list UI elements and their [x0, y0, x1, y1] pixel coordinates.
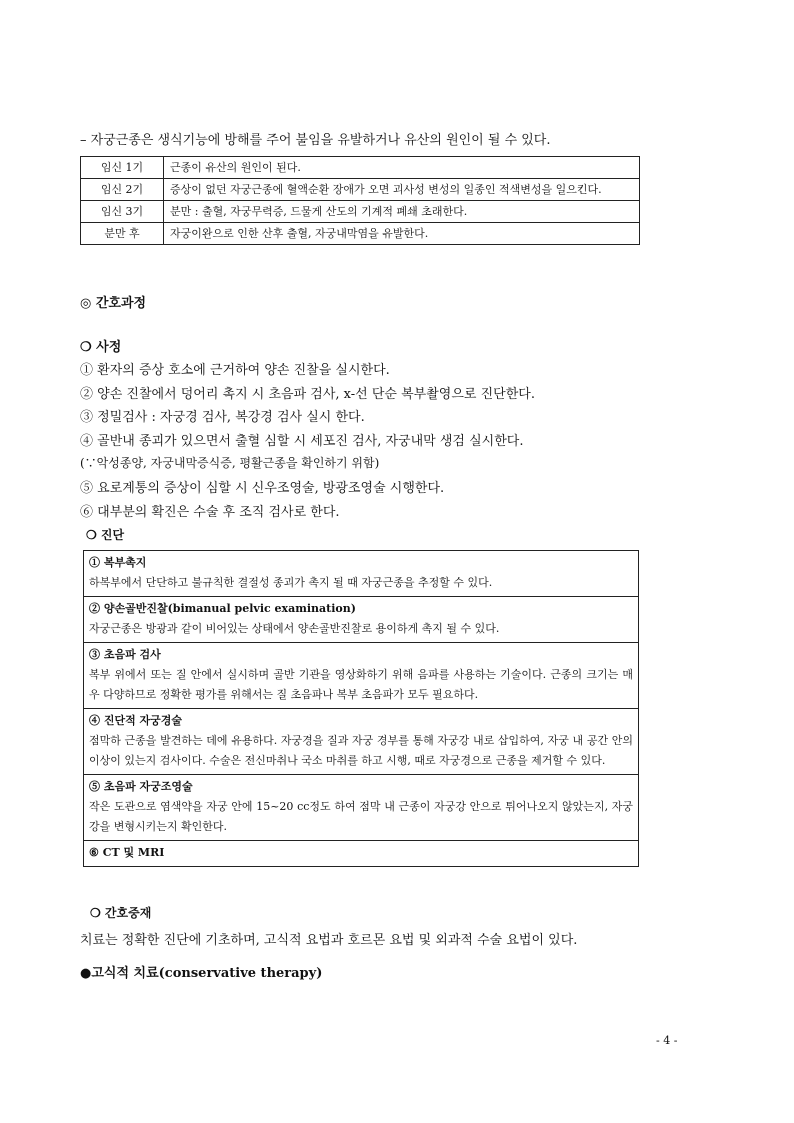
diagnosis-body: 복부 위에서 또는 질 안에서 실시하며 골반 기관을 영상화하기 위해 음파를 사용하는 기술이다. 근종의 크기는 매우 다양하므로 정확한 평가를 위해서는 질 초음파나 복부 초음파가 모두 필요하다. [89, 668, 633, 701]
assessment-title: ❍ 사정 [80, 340, 122, 355]
diagnosis-item [84, 597, 638, 643]
stage-cell: 임신 1기 [81, 157, 164, 179]
list-item: ③ 정밀검사 : 자궁경 검사, 복강경 검사 실시 한다. [80, 410, 365, 425]
diagnosis-table [83, 550, 639, 867]
diagnosis-title: ❍ 진단 [86, 528, 125, 542]
list-item: ⑤ 요로계통의 증상이 심할 시 신우조영술, 방광조영술 시행한다. [80, 481, 445, 496]
intro-line: – 자궁근종은 생식기능에 방해를 주어 불임을 유발하거나 유산의 원인이 될 수 있다. [80, 133, 551, 148]
diagnosis-item [84, 841, 638, 866]
stage-cell: 분만 후 [81, 223, 164, 245]
list-item: ④ 골반내 종괴가 있으면서 출혈 심할 시 세포진 검사, 자궁내막 생검 실시한다. [80, 434, 524, 449]
diagnosis-head: ⑥ CT 및 MRI [89, 846, 165, 859]
table-row [81, 201, 640, 223]
section-nursing: ◎ 간호과정 [80, 296, 147, 311]
diagnosis-head: ④ 진단적 자궁경술 [89, 714, 183, 727]
diagnosis-item [84, 709, 638, 775]
desc-cell: 근종이 유산의 원인이 된다. [164, 157, 640, 179]
desc-cell: 분만 : 출혈, 자궁무력증, 드물게 산도의 기계적 폐쇄 초래한다. [164, 201, 640, 223]
diagnosis-head: ③ 초음파 검사 [89, 648, 161, 661]
list-item: ① 환자의 증상 호소에 근거하여 양손 진찰을 실시한다. [80, 363, 390, 378]
diagnosis-body: 작은 도관으로 염색약을 자궁 안에 15~20 cc정도 하여 점막 내 근종이 자궁강 안으로 튀어나오지 않았는지, 자궁강을 변형시키는지 확인한다. [89, 800, 633, 833]
page-number: - 4 - [656, 1034, 678, 1047]
diagnosis-head: ⑤ 초음파 자궁조영술 [89, 780, 193, 793]
table-row [81, 157, 640, 179]
diagnosis-item [84, 775, 638, 841]
diagnosis-body: 하복부에서 단단하고 불규칙한 결절성 종괴가 촉지 될 때 자궁근종을 추정할 수 있다. [89, 576, 493, 589]
stage-cell: 임신 3기 [81, 201, 164, 223]
diagnosis-body: 자궁근종은 방광과 같이 비어있는 상태에서 양손골반진찰로 용이하게 촉지 될 수 있다. [89, 622, 500, 635]
table-row [81, 223, 640, 245]
desc-cell: 증상이 없던 자궁근종에 혈액순환 장애가 오면 괴사성 변성의 일종인 적색변성을 일으킨다. [164, 179, 640, 201]
intervention-title: ❍ 간호중재 [90, 906, 152, 920]
diagnosis-head: ① 복부촉지 [89, 556, 147, 569]
conservative-title: ●고식적 치료(conservative therapy) [80, 966, 323, 981]
diagnosis-head: ② 양손골반진찰(bimanual pelvic examination) [89, 602, 356, 615]
stage-cell: 임신 2기 [81, 179, 164, 201]
diagnosis-body: 점막하 근종을 발견하는 데에 유용하다. 자궁경을 질과 자궁 경부를 통해 자궁강 내로 삽입하여, 자궁 내 공간 안의 이상이 있는지 검사이다. 수술은 전신마취나 국소 마취를 하고 시행, 때로 자궁경으로 근종을 제거할 수 있다. [89, 734, 633, 767]
list-item: ② 양손 진찰에서 덩어리 촉지 시 초음파 검사, x-선 단순 복부촬영으로 진단한다. [80, 387, 535, 402]
desc-cell: 자궁이완으로 인한 산후 출혈, 자궁내막염을 유발한다. [164, 223, 640, 245]
diagnosis-item [84, 643, 638, 709]
list-item: (∵악성종양, 자궁내막증식증, 평활근종을 확인하기 위함) [80, 456, 380, 470]
table-row [81, 179, 640, 201]
pregnancy-table [80, 156, 640, 245]
list-item: ⑥ 대부분의 확진은 수술 후 조직 검사로 한다. [80, 505, 340, 520]
intervention-text: 치료는 정확한 진단에 기초하며, 고식적 요법과 호르몬 요법 및 외과적 수술 요법이 있다. [80, 933, 578, 948]
diagnosis-item [84, 551, 638, 597]
